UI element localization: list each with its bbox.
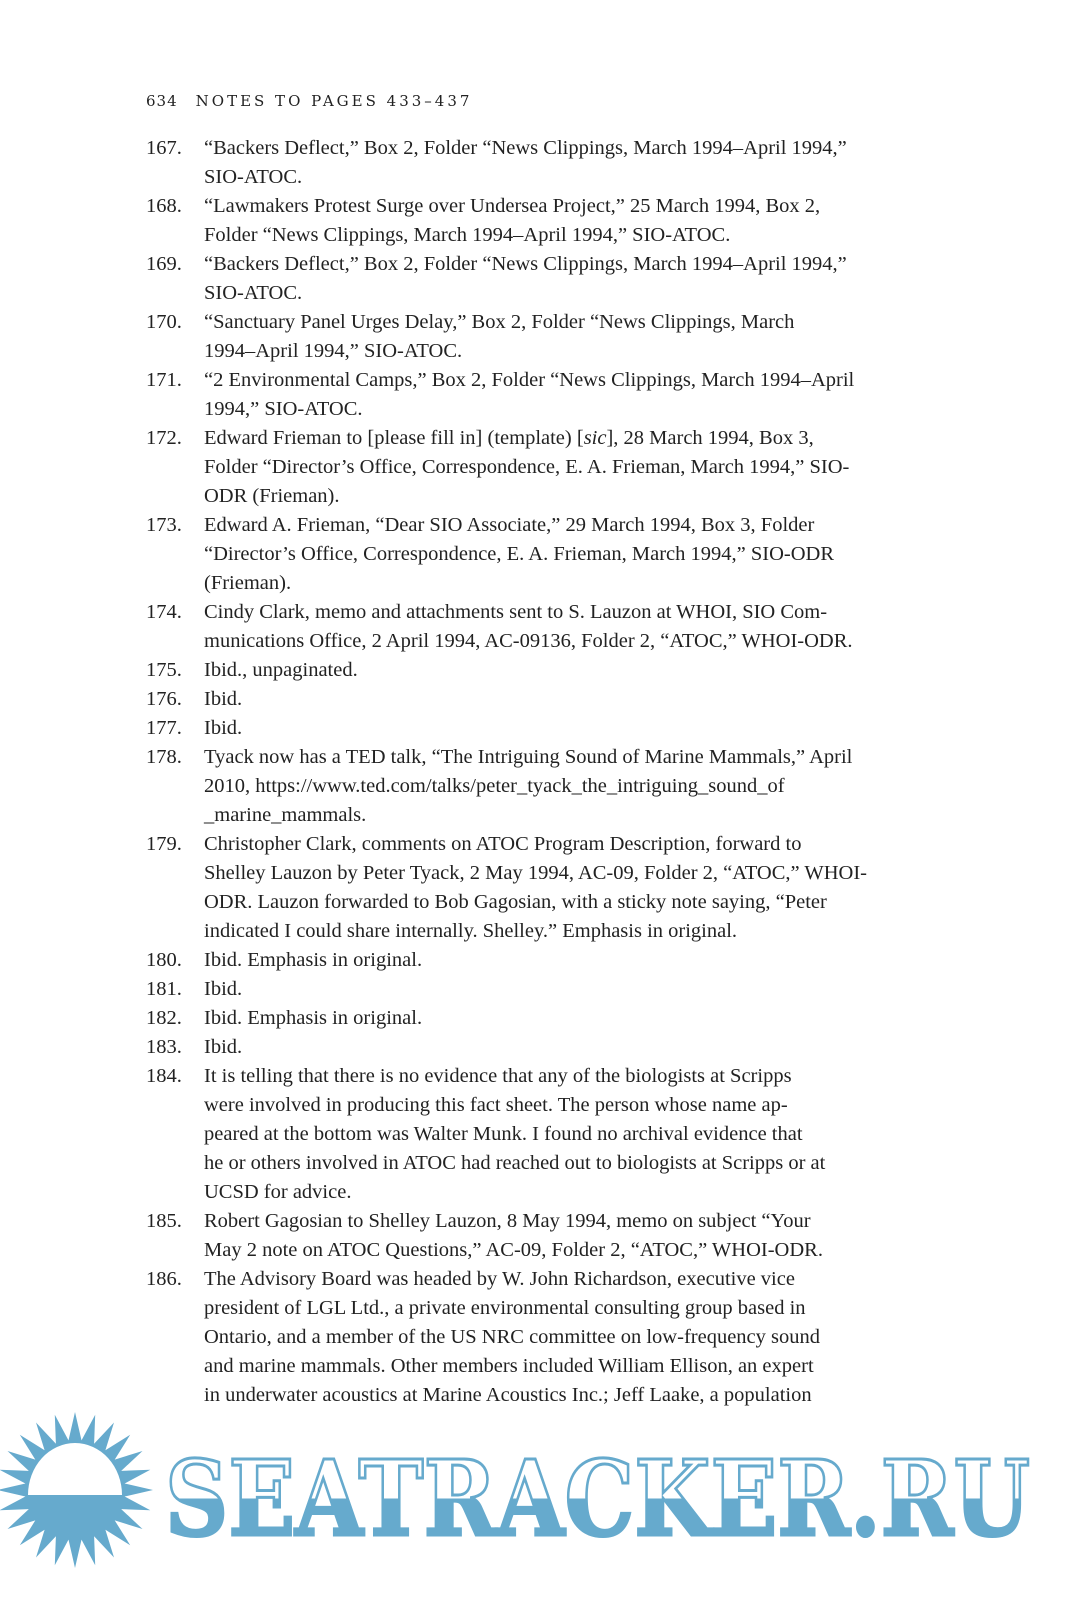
- note-text: [204, 1004, 422, 1033]
- note-item: [146, 714, 946, 743]
- text-segment: ], 28 March 1994, Box 3,: [606, 427, 814, 449]
- text-segment: 2010, https://www.ted.com/talks/peter_tyack_the_intriguing_sound_of: [204, 775, 785, 797]
- note-number: 167.: [146, 137, 182, 159]
- note-line: [204, 163, 847, 192]
- note-line: [204, 424, 849, 453]
- text-segment: Robert Gagosian to Shelley Lauzon, 8 May 1994, memo on subject “Your: [204, 1210, 811, 1232]
- note-line: [204, 482, 849, 511]
- note-text: [204, 250, 847, 308]
- note-text: [204, 511, 834, 598]
- note-line: [204, 772, 852, 801]
- text-segment: in underwater acoustics at Marine Acoustics Inc.; Jeff Laake, a population: [204, 1384, 812, 1406]
- note-text: [204, 743, 852, 830]
- note-number: 179.: [146, 833, 182, 855]
- note-number: 180.: [146, 949, 182, 971]
- note-item: [146, 1004, 946, 1033]
- note-line: [204, 975, 242, 1004]
- text-segment: peared at the bottom was Walter Munk. I found no archival evidence that: [204, 1123, 803, 1145]
- text-segment: Folder “Director’s Office, Correspondence, E. A. Frieman, March 1994,” SIO-: [204, 456, 850, 478]
- note-item: [146, 830, 946, 946]
- note-item: [146, 192, 946, 250]
- note-text: [204, 598, 853, 656]
- note-line: [204, 250, 847, 279]
- note-number: 182.: [146, 1007, 182, 1029]
- note-line: [204, 627, 853, 656]
- text-segment: ODR (Frieman).: [204, 485, 340, 507]
- text-segment: “2 Environmental Camps,” Box 2, Folder “News Clippings, March 1994–April: [204, 369, 855, 391]
- note-item: [146, 250, 946, 308]
- text-segment: 1994,” SIO-ATOC.: [204, 398, 363, 420]
- note-line: [204, 279, 847, 308]
- text-segment: SIO-ATOC.: [204, 282, 303, 304]
- note-line: [204, 1178, 825, 1207]
- text-segment: Edward Frieman to [please fill in] (template) [: [204, 427, 584, 449]
- note-line: [204, 308, 794, 337]
- text-segment: _marine_mammals.: [204, 804, 367, 826]
- text-segment: ODR. Lauzon forwarded to Bob Gagosian, with a sticky note saying, “Peter: [204, 891, 827, 913]
- text-segment: “Lawmakers Protest Surge over Undersea Project,” 25 March 1994, Box 2,: [204, 195, 821, 217]
- note-line: [204, 337, 794, 366]
- note-text: [204, 830, 867, 946]
- note-number: 184.: [146, 1065, 182, 1087]
- note-item: [146, 366, 946, 424]
- note-number: 170.: [146, 311, 182, 333]
- note-number: 177.: [146, 717, 182, 739]
- note-item: [146, 685, 946, 714]
- note-number: 178.: [146, 746, 182, 768]
- note-line: [204, 1236, 823, 1265]
- note-number: 169.: [146, 253, 182, 275]
- note-line: [204, 656, 358, 685]
- note-line: [204, 714, 242, 743]
- note-item: [146, 1207, 946, 1265]
- note-number: 185.: [146, 1210, 182, 1232]
- notes-list: [146, 134, 946, 1410]
- note-line: [204, 888, 867, 917]
- text-segment: “Backers Deflect,” Box 2, Folder “News Clippings, March 1994–April 1994,”: [204, 137, 847, 159]
- text-segment: Cindy Clark, memo and attachments sent to S. Lauzon at WHOI, SIO Com-: [204, 601, 828, 623]
- text-segment: Ibid.: [204, 717, 243, 739]
- note-text: [204, 424, 849, 511]
- note-text: [204, 714, 242, 743]
- text-segment: Ibid., unpaginated.: [204, 659, 358, 681]
- note-number: 181.: [146, 978, 182, 1000]
- text-segment: Ibid.: [204, 1036, 243, 1058]
- note-line: [204, 540, 834, 569]
- text-segment: indicated I could share internally. Shelley.” Emphasis in original.: [204, 920, 738, 942]
- note-text: [204, 1062, 825, 1207]
- note-line: [204, 946, 422, 975]
- text-segment: The Advisory Board was headed by W. John Richardson, executive vice: [204, 1268, 795, 1290]
- text-segment: Folder “News Clippings, March 1994–April 1994,” SIO-ATOC.: [204, 224, 731, 246]
- note-line: [204, 1294, 820, 1323]
- note-line: [204, 1323, 820, 1352]
- text-segment: “Backers Deflect,” Box 2, Folder “News Clippings, March 1994–April 1994,”: [204, 253, 847, 275]
- note-line: [204, 134, 847, 163]
- note-item: [146, 946, 946, 975]
- note-text: [204, 192, 820, 250]
- note-line: [204, 859, 867, 888]
- note-number: 186.: [146, 1268, 182, 1290]
- note-number: 175.: [146, 659, 182, 681]
- note-item: [146, 743, 946, 830]
- text-segment: Ibid.: [204, 978, 243, 1000]
- text-segment: Ibid. Emphasis in original.: [204, 949, 423, 971]
- note-item: [146, 511, 946, 598]
- note-text: [204, 656, 358, 685]
- text-segment: May 2 note on ATOC Questions,” AC-09, Folder 2, “ATOC,” WHOI-ODR.: [204, 1239, 823, 1261]
- note-line: [204, 453, 849, 482]
- note-line: [204, 366, 854, 395]
- page-number: 634: [146, 92, 178, 110]
- text-segment: It is telling that there is no evidence that any of the biologists at Scripps: [204, 1065, 792, 1087]
- text-segment: SIO-ATOC.: [204, 166, 303, 188]
- note-number: 172.: [146, 427, 182, 449]
- note-line: [204, 221, 820, 250]
- text-segment: Shelley Lauzon by Peter Tyack, 2 May 1994, AC-09, Folder 2, “ATOC,” WHOI-: [204, 862, 867, 884]
- note-line: [204, 801, 852, 830]
- text-segment: “Sanctuary Panel Urges Delay,” Box 2, Folder “News Clippings, March: [204, 311, 795, 333]
- running-header: [146, 92, 472, 110]
- note-number: 171.: [146, 369, 182, 391]
- note-line: [204, 1004, 422, 1033]
- note-number: 183.: [146, 1036, 182, 1058]
- text-segment: “Director’s Office, Correspondence, E. A. Frieman, March 1994,” SIO-ODR: [204, 543, 835, 565]
- watermark-text: SEATRACKER.RU: [165, 1437, 1030, 1560]
- note-number: 176.: [146, 688, 182, 710]
- note-item: [146, 598, 946, 656]
- note-text: [204, 308, 794, 366]
- note-line: [204, 1352, 820, 1381]
- note-number: 173.: [146, 514, 182, 536]
- note-text: [204, 975, 242, 1004]
- note-number: 174.: [146, 601, 182, 623]
- note-item: [146, 424, 946, 511]
- text-segment: and marine mammals. Other members included William Ellison, an expert: [204, 1355, 814, 1377]
- note-text: [204, 366, 854, 424]
- running-title: NOTES TO PAGES 433–437: [195, 92, 473, 110]
- text-segment: Ibid. Emphasis in original.: [204, 1007, 423, 1029]
- text-segment: munications Office, 2 April 1994, AC-09136, Folder 2, “ATOC,” WHOI-ODR.: [204, 630, 853, 652]
- note-line: [204, 1091, 825, 1120]
- note-line: [204, 598, 853, 627]
- note-item: [146, 656, 946, 685]
- note-line: [204, 511, 834, 540]
- note-number: 168.: [146, 195, 182, 217]
- note-line: [204, 685, 242, 714]
- note-line: [204, 569, 834, 598]
- italic-text: sic: [583, 427, 607, 449]
- note-item: [146, 1033, 946, 1062]
- note-line: [204, 743, 852, 772]
- seatracker-watermark: [0, 1405, 1080, 1620]
- note-line: [204, 1062, 825, 1091]
- note-line: [204, 1120, 825, 1149]
- text-segment: Edward A. Frieman, “Dear SIO Associate,” 29 March 1994, Box 3, Folder: [204, 514, 815, 536]
- note-text: [204, 1207, 823, 1265]
- text-segment: he or others involved in ATOC had reached out to biologists at Scripps or at: [204, 1152, 826, 1174]
- note-line: [204, 917, 867, 946]
- note-line: [204, 1149, 825, 1178]
- text-segment: president of LGL Ltd., a private environmental consulting group based in: [204, 1297, 806, 1319]
- note-text: [204, 946, 422, 975]
- text-segment: Tyack now has a TED talk, “The Intriguing Sound of Marine Mammals,” April: [204, 746, 853, 768]
- note-item: [146, 134, 946, 192]
- note-item: [146, 308, 946, 366]
- note-text: [204, 1033, 242, 1062]
- text-segment: Ontario, and a member of the US NRC committee on low-frequency sound: [204, 1326, 820, 1348]
- note-line: [204, 1265, 820, 1294]
- text-segment: (Frieman).: [204, 572, 292, 594]
- note-text: [204, 1265, 820, 1410]
- sun-logo-icon: [0, 1412, 153, 1568]
- note-text: [204, 134, 847, 192]
- text-segment: 1994–April 1994,” SIO-ATOC.: [204, 340, 463, 362]
- text-segment: Ibid.: [204, 688, 243, 710]
- note-line: [204, 1033, 242, 1062]
- note-item: [146, 975, 946, 1004]
- note-item: [146, 1062, 946, 1207]
- note-text: [204, 685, 242, 714]
- note-line: [204, 830, 867, 859]
- note-line: [204, 1207, 823, 1236]
- note-line: [204, 395, 854, 424]
- note-line: [204, 192, 820, 221]
- text-segment: were involved in producing this fact sheet. The person whose name ap-: [204, 1094, 788, 1116]
- text-segment: UCSD for advice.: [204, 1181, 352, 1203]
- note-item: [146, 1265, 946, 1410]
- text-segment: Christopher Clark, comments on ATOC Program Description, forward to: [204, 833, 802, 855]
